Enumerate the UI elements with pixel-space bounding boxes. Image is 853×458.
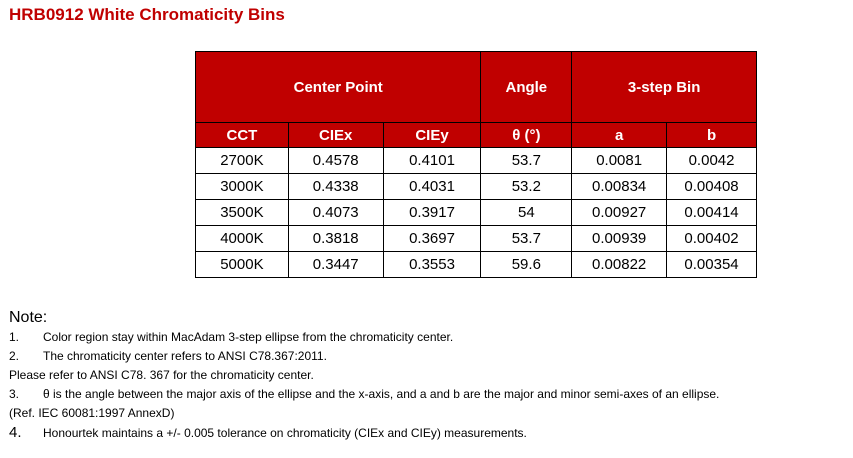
cell-angle: 53.7	[481, 148, 572, 174]
cell-cct: 5000K	[196, 252, 289, 278]
table-row	[196, 252, 757, 278]
note-4	[9, 423, 719, 443]
column-header-theta: θ (°)	[481, 123, 572, 148]
column-header-b: b	[667, 123, 757, 148]
note-text: Honourtek maintains a +/- 0.005 tolerance on chromaticity (CIEx and CIEy) measurements.	[43, 426, 527, 440]
cell-ciey: 0.4101	[383, 148, 481, 174]
cell-angle: 54	[481, 200, 572, 226]
cell-angle: 59.6	[481, 252, 572, 278]
cell-ciey: 0.3697	[383, 226, 481, 252]
note-text: θ is the angle between the major axis of the ellipse and the x-axis, and a and b are the major and minor semi-axes of an ellipse.	[43, 387, 720, 401]
column-header-cct: CCT	[196, 123, 289, 148]
note-number: 1.	[9, 330, 20, 344]
cell-ciey: 0.4031	[383, 174, 481, 200]
notes-section	[9, 308, 719, 443]
cell-a: 0.00939	[572, 226, 667, 252]
cell-cct: 2700K	[196, 148, 289, 174]
note-number: 3.	[9, 387, 20, 401]
cell-a: 0.00927	[572, 200, 667, 226]
cell-ciex: 0.4073	[288, 200, 383, 226]
cell-cct: 4000K	[196, 226, 289, 252]
table-row	[196, 148, 757, 174]
column-header-ciex: CIEx	[288, 123, 383, 148]
cell-ciex: 0.4578	[288, 148, 383, 174]
chromaticity-bins-table	[195, 51, 757, 278]
note-2	[9, 347, 719, 366]
cell-b: 0.00414	[667, 200, 757, 226]
notes-heading: Note:	[9, 309, 48, 326]
table-row	[196, 174, 757, 200]
cell-ciex: 0.3818	[288, 226, 383, 252]
note-number: 2.	[9, 349, 20, 363]
note-3	[9, 385, 719, 404]
cell-ciex: 0.3447	[288, 252, 383, 278]
column-header-ciey: CIEy	[383, 123, 481, 148]
group-header-angle: Angle	[481, 52, 572, 123]
cell-b: 0.00354	[667, 252, 757, 278]
cell-ciex: 0.4338	[288, 174, 383, 200]
group-header-center-point: Center Point	[196, 52, 481, 123]
cell-a: 0.0081	[572, 148, 667, 174]
note-2-continuation: Please refer to ANSI C78. 367 for the chromaticity center.	[9, 368, 314, 382]
table-row	[196, 200, 757, 226]
column-header-a: a	[572, 123, 667, 148]
cell-cct: 3500K	[196, 200, 289, 226]
table-row	[196, 226, 757, 252]
page-title: HRB0912 White Chromaticity Bins	[9, 5, 285, 24]
cell-b: 0.00408	[667, 174, 757, 200]
note-text: The chromaticity center refers to ANSI C78.367:2011.	[43, 349, 327, 363]
note-3-continuation: (Ref. IEC 60081:1997 AnnexD)	[9, 406, 175, 420]
cell-cct: 3000K	[196, 174, 289, 200]
cell-ciey: 0.3553	[383, 252, 481, 278]
cell-angle: 53.2	[481, 174, 572, 200]
note-text: Color region stay within MacAdam 3-step ellipse from the chromaticity center.	[43, 330, 454, 344]
cell-ciey: 0.3917	[383, 200, 481, 226]
cell-a: 0.00822	[572, 252, 667, 278]
cell-a: 0.00834	[572, 174, 667, 200]
note-number: 4.	[9, 424, 22, 441]
cell-angle: 53.7	[481, 226, 572, 252]
cell-b: 0.0042	[667, 148, 757, 174]
group-header-bin: 3-step Bin	[572, 52, 757, 123]
note-1	[9, 328, 719, 347]
cell-b: 0.00402	[667, 226, 757, 252]
